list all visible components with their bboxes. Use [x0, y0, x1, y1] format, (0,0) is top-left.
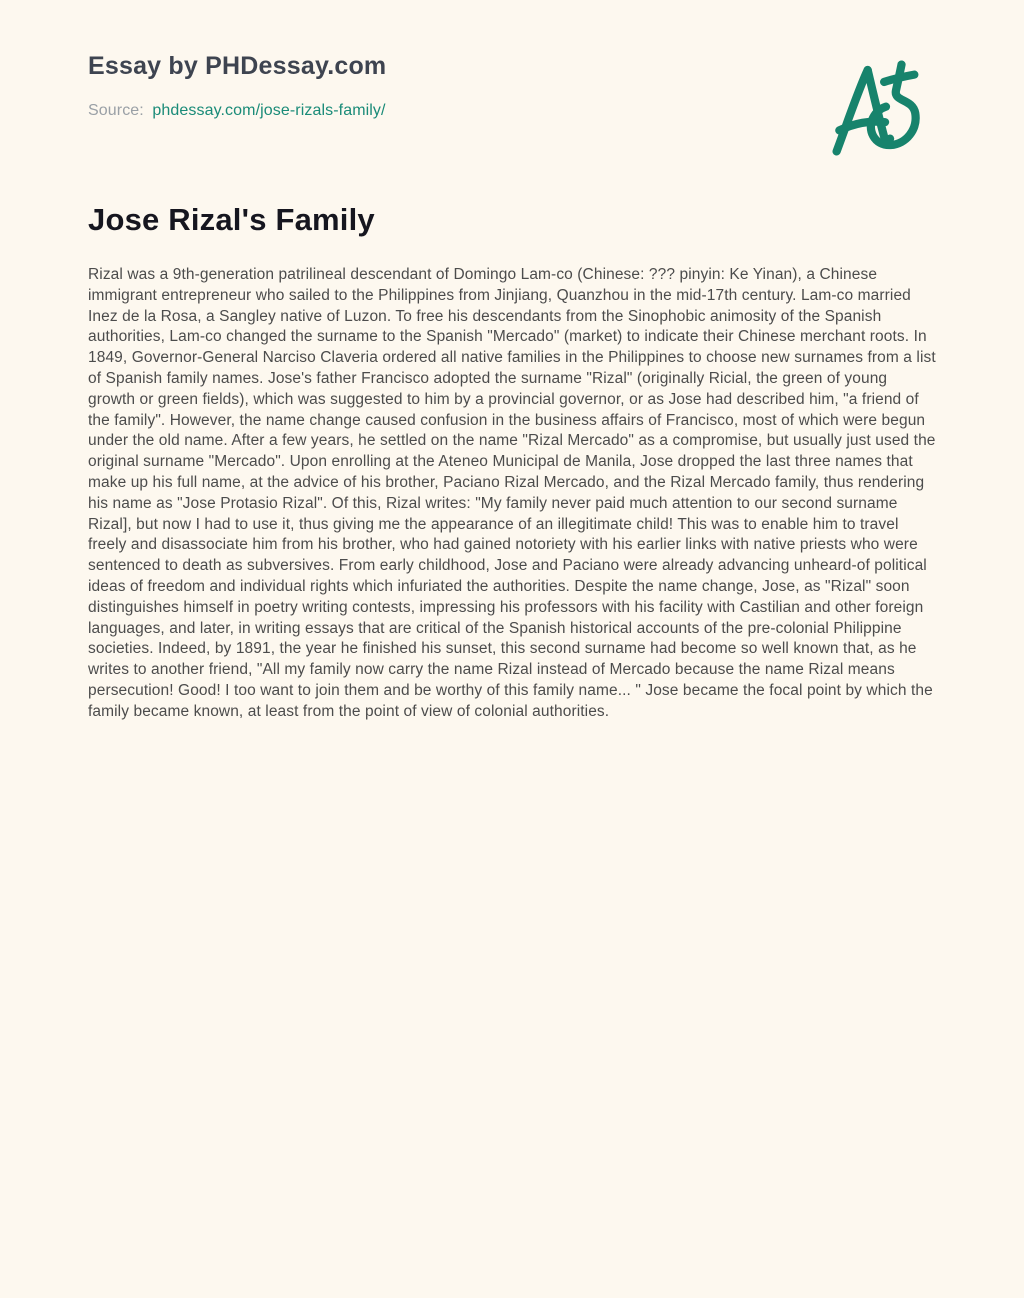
- header-text-block: [88, 52, 386, 120]
- a-plus-logo-icon: [826, 60, 924, 156]
- source-row: [88, 102, 386, 120]
- essay-title: Jose Rizal's Family: [88, 202, 375, 237]
- phdessay-logo: [826, 60, 924, 156]
- page-header: [88, 52, 936, 156]
- source-link[interactable]: phdessay.com/jose-rizals-family/: [152, 102, 386, 119]
- essay-content: [88, 202, 936, 723]
- source-label: Source:: [88, 102, 144, 119]
- essay-body: Rizal was a 9th-generation patrilineal descendant of Domingo Lam-co (Chinese: ??? pinyin: Ke Yinan), a Chinese immigrant entrepreneur who sailed to the Philippines from Jinjiang, Quanzhou in the mid-17th century. Lam-co married Inez de la Rosa, a Sangley native of Luzon. To free his descendants from the Sinophobic animosity of the Spanish authorities, Lam-co changed the surname to the Spanish "Mercado" (market) to indicate their Chinese merchant roots. In 1849, Governor-General Narciso Claveria ordered all native families in the Philippines to choose new surnames from a list of Spanish family names. Jose's father Francisco adopted the surname "Rizal" (originally Ricial, the green of young growth or green fields), which was suggested to him by a provincial governor, or as Jose had described him, "a friend of the family". However, the name change caused confusion in the business affairs of Francisco, most of which were begun under the old name. After a few years, he settled on the name "Rizal Mercado" as a compromise, but usually just used the original surname "Mercado". Upon enrolling at the Ateneo Municipal de Manila, Jose dropped the last three names that make up his full name, at the advice of his brother, Paciano Rizal Mercado, and the Rizal Mercado family, thus rendering his name as "Jose Protasio Rizal". Of this, Rizal writes: "My family never paid much attention to our second surname Rizal], but now I had to use it, thus giving me the appearance of an illegitimate child! This was to enable him to travel freely and disassociate him from his brother, who had gained notoriety with his earlier links with native priests who were sentenced to death as subversives. From early childhood, Jose and Paciano were already advancing unheard-of political ideas of freedom and individual rights which infuriated the authorities. Despite the name change, Jose, as "Rizal" soon distinguishes himself in poetry writing contests, impressing his professors with his facility with Castilian and other foreign languages, and later, in writing essays that are critical of the Spanish historical accounts of the pre-colonial Philippine societies. Indeed, by 1891, the year he finished his sunset, this second surname had become so well known that, as he writes to another friend, "All my family now carry the name Rizal instead of Mercado because the name Rizal means persecution! Good! I too want to join them and be worthy of this family name... " Jose became the focal point by which the family became known, at least from the point of view of colonial authorities.: [88, 266, 936, 720]
- site-title: Essay by PHDessay.com: [88, 52, 387, 80]
